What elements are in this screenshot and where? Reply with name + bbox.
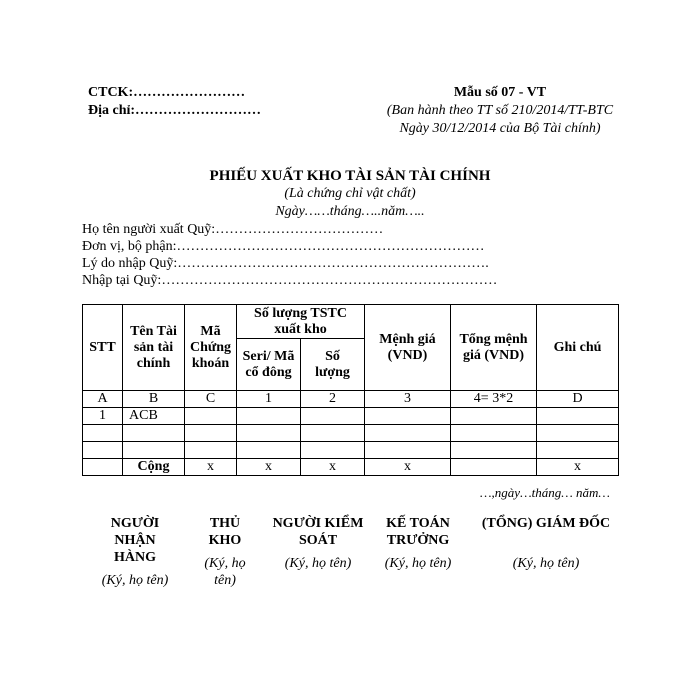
asset-table <box>82 304 619 476</box>
table-row <box>83 408 619 425</box>
table-cell <box>301 408 365 425</box>
header-stt: STT <box>83 305 123 391</box>
index-cell: B <box>123 391 185 408</box>
signature-note: (Ký, họ tên) <box>204 556 246 588</box>
signature-note: (Ký, họ tên) <box>384 556 452 571</box>
header-total-value: Tổng mệnh giá (VND) <box>451 305 537 391</box>
table-cell <box>123 442 185 459</box>
address-line: Địa chỉ:……………………… <box>88 103 262 118</box>
table-row <box>83 442 619 459</box>
total-label: Cộng <box>123 459 185 476</box>
issued-by: (Ban hành theo TT số 210/2014/TT-BTC <box>386 103 614 118</box>
table-cell <box>365 408 451 425</box>
table-cell <box>185 425 237 442</box>
header-qty: Số lượng <box>301 339 365 391</box>
index-cell: 3 <box>365 391 451 408</box>
table-cell: 1 <box>83 408 123 425</box>
signature-role: NGƯỜI NHẬN HÀNG <box>110 516 160 565</box>
page-title: PHIẾU XUẤT KHO TÀI SẢN TÀI CHÍNH <box>209 168 491 184</box>
location-field: Nhập tại Quỹ:……………………………………………………………… <box>82 273 498 288</box>
index-cell: D <box>537 391 619 408</box>
header-face-value: Mệnh giá (VND) <box>365 305 451 391</box>
sender-name-field: Họ tên người xuất Quỹ:……………………………… <box>82 222 384 237</box>
total-cell: x <box>365 459 451 476</box>
table-cell <box>537 408 619 425</box>
page-subtitle: (Là chứng chỉ vật chất) <box>284 186 416 201</box>
reason-field: Lý do nhập Quỹ:…………………………………………………………. <box>82 256 489 271</box>
company-line: CTCK:…………………… <box>88 85 246 100</box>
table-cell: ACB <box>123 408 185 425</box>
signature-note: (Ký, họ tên) <box>101 573 169 588</box>
signature-role: THỦ KHO <box>208 516 242 548</box>
table-row <box>83 425 619 442</box>
header-code: Mã Chứng khoán <box>185 305 237 391</box>
document-date: Ngày……tháng…..năm….. <box>275 204 425 219</box>
form-reference <box>360 84 640 138</box>
header-note: Ghi chú <box>537 305 619 391</box>
table-cell <box>123 425 185 442</box>
table-cell <box>185 442 237 459</box>
header-serial: Seri/ Mã cổ đông <box>237 339 301 391</box>
signature-chief-accountant <box>376 515 460 572</box>
index-cell: 2 <box>301 391 365 408</box>
table-cell <box>365 442 451 459</box>
signature-receiver <box>96 515 174 589</box>
signature-storekeeper <box>196 515 254 589</box>
table-cell <box>301 442 365 459</box>
table-cell <box>451 408 537 425</box>
table-cell <box>451 425 537 442</box>
index-row <box>83 391 619 408</box>
issued-date: Ngày 30/12/2014 của Bộ Tài chính) <box>399 121 601 136</box>
total-cell: x <box>301 459 365 476</box>
signature-note: (Ký, họ tên) <box>284 556 352 571</box>
table-cell <box>537 425 619 442</box>
total-row <box>83 459 619 476</box>
table-cell <box>451 442 537 459</box>
company-info <box>88 84 261 120</box>
table-cell <box>83 442 123 459</box>
signature-date: …,ngày…tháng… năm… <box>479 485 610 500</box>
form-number: Mẫu số 07 - VT <box>453 85 547 100</box>
table-cell <box>237 442 301 459</box>
total-cell: x <box>237 459 301 476</box>
total-cell <box>83 459 123 476</box>
table-cell <box>365 425 451 442</box>
index-cell: C <box>185 391 237 408</box>
index-cell: 4= 3*2 <box>451 391 537 408</box>
signature-role: NGƯỜI KIỂM SOÁT <box>272 516 364 548</box>
signature-controller <box>268 515 368 572</box>
index-cell: 1 <box>237 391 301 408</box>
index-cell: A <box>83 391 123 408</box>
header-qty-group: Số lượng TSTC xuất kho <box>237 305 365 339</box>
signature-role: KẾ TOÁN TRƯỞNG <box>386 516 450 548</box>
total-cell: x <box>537 459 619 476</box>
total-cell <box>451 459 537 476</box>
table-cell <box>301 425 365 442</box>
total-cell: x <box>185 459 237 476</box>
title-block <box>150 167 550 221</box>
table-cell <box>237 425 301 442</box>
info-section <box>82 221 497 289</box>
signature-director <box>466 515 626 572</box>
department-field: Đơn vị, bộ phận:………………………………………………………… <box>82 239 485 254</box>
table-cell <box>83 425 123 442</box>
header-asset-name: Tên Tài sản tài chính <box>123 305 185 391</box>
signature-role: (TỔNG) GIÁM ĐỐC <box>481 516 611 531</box>
signature-note: (Ký, họ tên) <box>512 556 580 571</box>
table-cell <box>185 408 237 425</box>
table-cell <box>537 442 619 459</box>
table-cell <box>237 408 301 425</box>
